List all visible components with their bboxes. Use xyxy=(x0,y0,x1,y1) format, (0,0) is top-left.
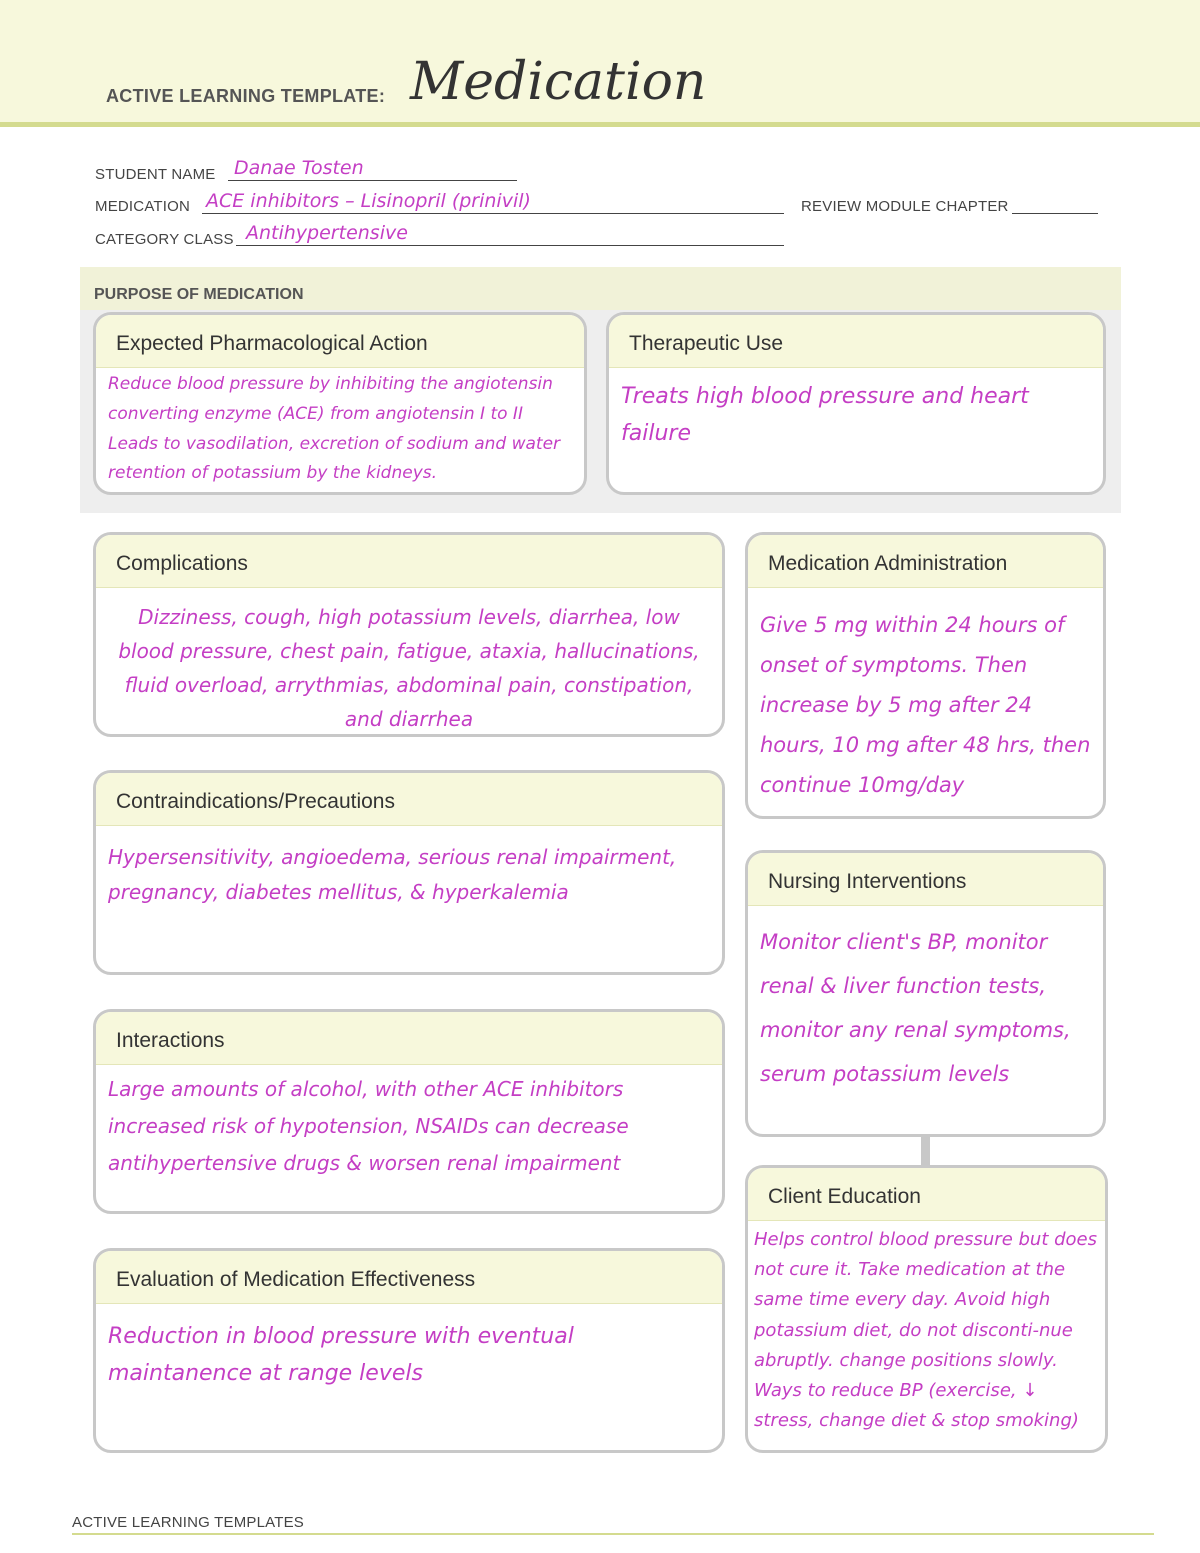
interactions-header xyxy=(96,1012,722,1065)
interactions-title: Interactions xyxy=(116,1029,225,1052)
medication-administration-box xyxy=(745,532,1106,819)
purpose-title: PURPOSE OF MEDICATION xyxy=(94,286,304,303)
template-label: ACTIVE LEARNING TEMPLATE: xyxy=(106,86,386,106)
client-education-title: Client Education xyxy=(768,1185,921,1208)
complications-text[interactable]: Dizziness, cough, high potassium levels, diarrhea, low blood pressure, chest pain, fatigue, ataxia, hallucinations, fluid overload, arrythmias, abdominal pain, constipation, and diarrhea xyxy=(118,605,700,731)
evaluation-title: Evaluation of Medication Effectiveness xyxy=(116,1268,476,1291)
expected-action-title: Expected Pharmacological Action xyxy=(116,332,428,355)
header-divider xyxy=(0,122,1200,127)
complications-title: Complications xyxy=(116,552,248,575)
category-class-label: CATEGORY CLASS xyxy=(95,231,234,248)
category-class-line xyxy=(236,245,784,246)
medication-administration-text[interactable]: Give 5 mg within 24 hours of onset of symptoms. Then increase by 5 mg after 24 hours, 10 mg after 48 hrs, then continue 10mg/day xyxy=(760,613,1091,797)
client-education-text[interactable]: Helps control blood pressure but does not cure it. Take medication at the same time every day. Avoid high potassium diet, do not disconti-nue abruptly. change positions slowly. Ways to reduce BP (exercise, ↓ stress, change diet & stop smoking) xyxy=(754,1229,1098,1432)
contraindications-box xyxy=(93,770,725,975)
therapeutic-use-box xyxy=(606,312,1106,495)
student-name-label: STUDENT NAME xyxy=(95,166,216,183)
medication-administration-header xyxy=(748,535,1103,588)
medication-line xyxy=(202,213,784,214)
therapeutic-use-title: Therapeutic Use xyxy=(629,332,784,355)
client-education-box xyxy=(745,1165,1108,1453)
evaluation-text[interactable]: Reduction in blood pressure with eventual maintanence at range levels xyxy=(108,1324,574,1387)
expected-action-text[interactable]: Reduce blood pressure by inhibiting the angiotensin converting enzyme (ACE) from angiotensin I to II Leads to vasodilation, excretion of sodium and water retention of potassium by the kidneys. xyxy=(108,374,561,484)
nursing-interventions-box xyxy=(745,850,1106,1137)
contraindications-text[interactable]: Hypersensitivity, angioedema, serious renal impairment, pregnancy, diabetes mellitus, & hyperkalemia xyxy=(108,845,677,904)
contraindications-header xyxy=(96,773,722,826)
footer-text: ACTIVE LEARNING TEMPLATES xyxy=(72,1514,304,1531)
therapeutic-use-header xyxy=(609,315,1103,368)
medication-administration-title: Medication Administration xyxy=(768,552,1008,575)
footer-divider xyxy=(72,1533,1154,1535)
therapeutic-use-text[interactable]: Treats high blood pressure and heart failure xyxy=(621,384,1029,447)
nursing-interventions-text[interactable]: Monitor client's BP, monitor renal & liver function tests, monitor any renal symptoms, serum potassium levels xyxy=(760,930,1071,1087)
review-module-label: REVIEW MODULE CHAPTER xyxy=(801,198,1009,215)
complications-box xyxy=(93,532,725,737)
expected-action-header xyxy=(96,315,584,368)
student-name-value[interactable]: Danae Tosten xyxy=(234,157,364,179)
medication-label: MEDICATION xyxy=(95,198,191,215)
expected-action-box xyxy=(93,312,587,495)
evaluation-box xyxy=(93,1248,725,1453)
evaluation-header xyxy=(96,1251,722,1304)
nursing-interventions-header xyxy=(748,853,1103,906)
category-class-value[interactable]: Antihypertensive xyxy=(246,222,408,244)
box-connector xyxy=(921,1135,930,1167)
contraindications-title: Contraindications/Precautions xyxy=(116,790,395,813)
student-name-line xyxy=(228,180,517,181)
purpose-header xyxy=(80,267,1121,310)
interactions-box xyxy=(93,1009,725,1214)
nursing-interventions-title: Nursing Interventions xyxy=(768,870,967,893)
review-module-line xyxy=(1012,213,1098,214)
template-title: Medication xyxy=(410,52,707,112)
medication-value[interactable]: ACE inhibitors – Lisinopril (prinivil) xyxy=(206,190,531,212)
complications-header xyxy=(96,535,722,588)
interactions-text[interactable]: Large amounts of alcohol, with other ACE inhibitors increased risk of hypotension, NSAIDs can decrease antihypertensive drugs & worsen renal impairment xyxy=(108,1077,629,1175)
client-education-header xyxy=(748,1168,1105,1221)
